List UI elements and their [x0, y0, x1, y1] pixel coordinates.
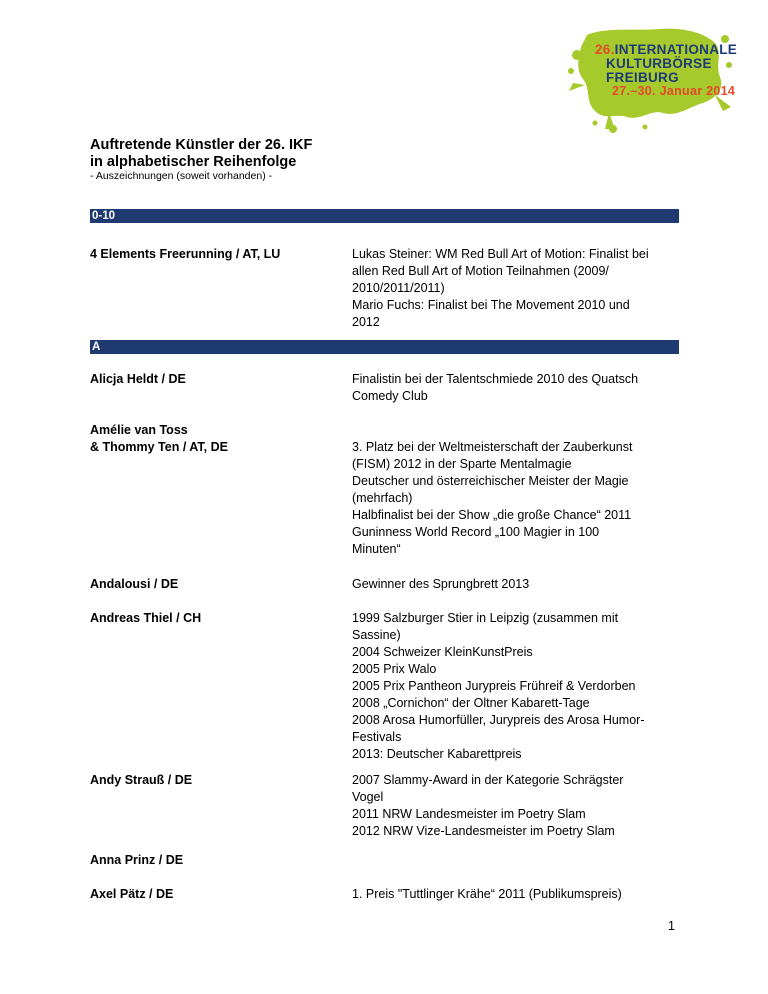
logo-line-2: KULTURBÖRSE: [606, 56, 712, 71]
artist-name: Anna Prinz / DE: [90, 853, 184, 867]
artist-name: Andreas Thiel / CH: [90, 611, 202, 625]
artist-name: Andy Strauß / DE: [90, 773, 193, 787]
award-list: Lukas Steiner: WM Red Bull Art of Motion: Finalist bei allen Red Bull Art of Motion Teilnahmen (2009/ 2010/2011/2011) Mario Fuchs: Finalist bei The Movement 2010 und 2012: [352, 247, 649, 329]
document-subtitle: - Auszeichnungen (soweit vorhanden) -: [90, 170, 273, 182]
artist-name: 4 Elements Freerunning / AT, LU: [90, 247, 281, 261]
artist-name: Amélie van Toss & Thommy Ten / AT, DE: [90, 423, 228, 454]
ikf-logo: [565, 25, 738, 135]
logo-line-1: 26.INTERNATIONALE: [595, 42, 738, 57]
award-list: Finalistin bei der Talentschmiede 2010 des Quatsch Comedy Club: [352, 372, 639, 403]
award-list: 1999 Salzburger Stier in Leipzig (zusammen mit Sassine) 2004 Schweizer KleinKunstPreis 2005 Prix Walo 2005 Prix Pantheon Jurypreis Frühreif & Verdorben 2008 „Cornichon“ der Oltner Kabarett-Tage 2008 Arosa Humorfüller, Jurypreis des Arosa Humor- Festivals 2013: Deutscher Kabarettpreis: [352, 611, 645, 761]
award-list: 2007 Slammy-Award in der Kategorie Schrägster Vogel 2011 NRW Landesmeister im Poetry Slam 2012 NRW Vize-Landesmeister im Poetry Slam: [352, 773, 624, 838]
logo-line-4: 27.–30. Januar 2014: [612, 84, 736, 98]
document-title: Auftretende Künstler der 26. IKF in alphabetischer Reihenfolge: [90, 137, 313, 170]
artist-name: Axel Pätz / DE: [90, 887, 174, 901]
logo-line-3: FREIBURG: [606, 70, 679, 85]
award-list: 1. Preis "Tuttlinger Krähe“ 2011 (Publikumspreis): [352, 887, 622, 901]
section-header-a: A: [90, 340, 679, 354]
artist-name: Alicja Heldt / DE: [90, 372, 186, 386]
section-header-0-10: 0-10: [90, 209, 679, 223]
award-list: Gewinner des Sprungbrett 2013: [352, 577, 530, 591]
page-number: 1: [668, 919, 675, 933]
award-list: 3. Platz bei der Weltmeisterschaft der Zauberkunst (FISM) 2012 in der Sparte Mentalmagie Deutscher und österreichischer Meister der Magie (mehrfach) Halbfinalist bei der Show „die große Chance“ 2011 Guninness World Record „100 Magier in 100 Minuten“: [352, 440, 633, 556]
artist-name: Andalousi / DE: [90, 577, 179, 591]
